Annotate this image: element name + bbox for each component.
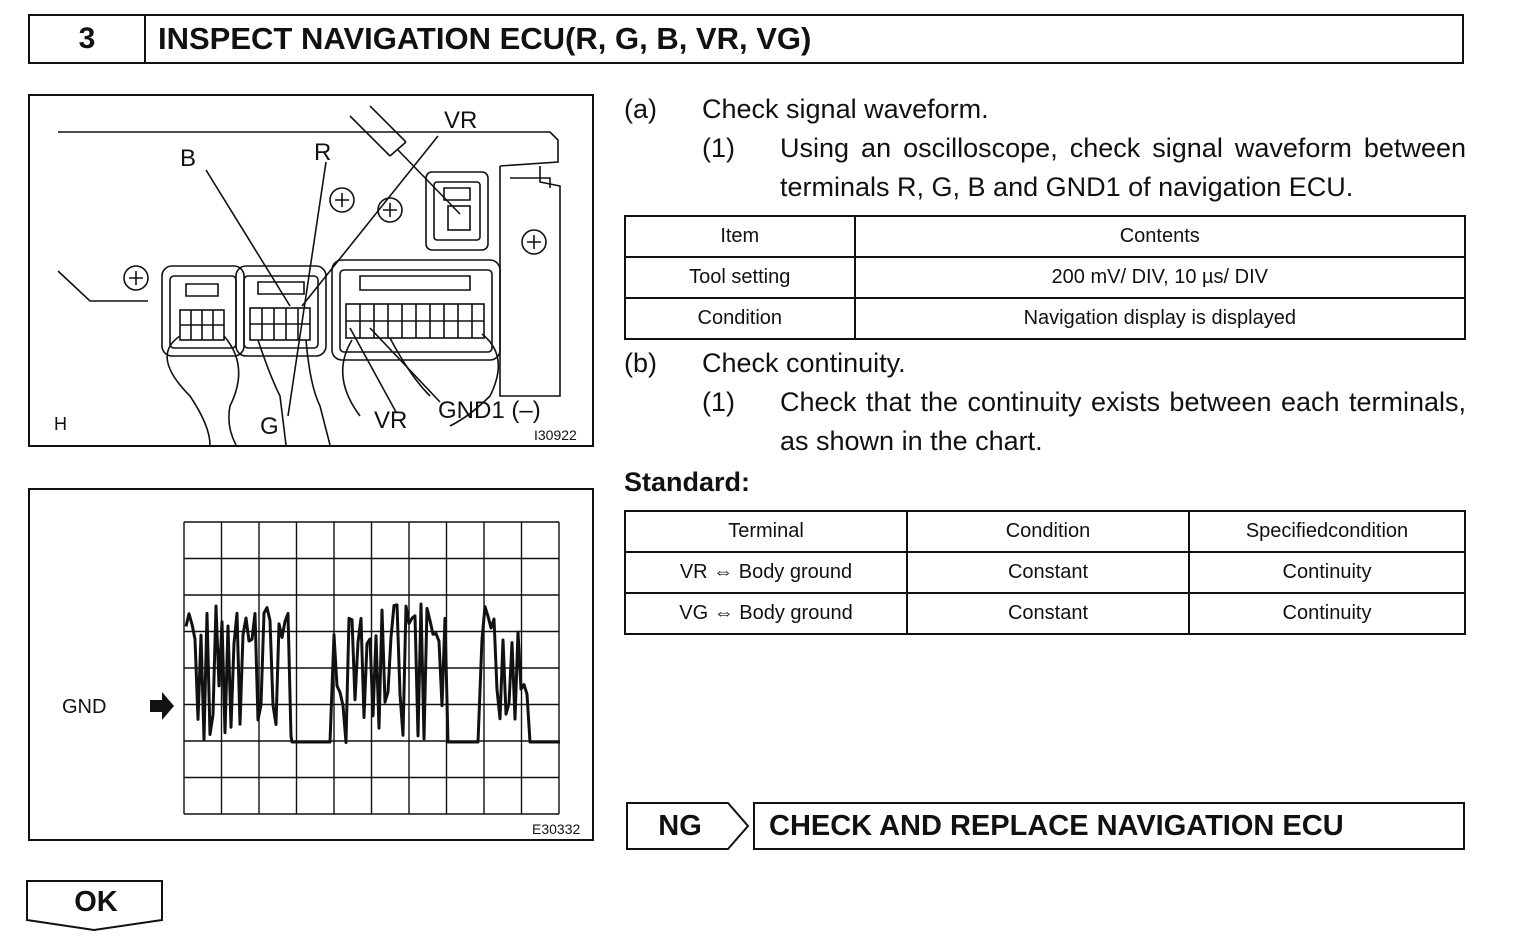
- step-b-marker: (b): [624, 348, 657, 378]
- procedure-text: [624, 90, 1466, 635]
- tool-setting-table: [624, 215, 1466, 340]
- table-header-cell: Item: [625, 216, 855, 257]
- table-row: [625, 257, 1465, 298]
- label-vr-bottom: VR: [374, 407, 408, 434]
- ok-label: OK: [74, 886, 118, 918]
- table-cell: Constant: [907, 552, 1189, 593]
- label-r: R: [314, 139, 332, 166]
- connector-drawing: [30, 96, 592, 445]
- step-title: INSPECT NAVIGATION ECU(R, G, B, VR, VG): [158, 21, 812, 56]
- label-b: B: [180, 145, 197, 172]
- step-b-text: Check continuity.: [702, 348, 906, 378]
- table-cell: Continuity: [1189, 593, 1465, 634]
- table-cell: Constant: [907, 593, 1189, 634]
- table-row: [625, 593, 1465, 634]
- waveform-drawing: [30, 490, 592, 839]
- waveform-figure: [28, 488, 594, 841]
- continuity-table: [624, 510, 1466, 635]
- table-header-cell: Specifiedcondition: [1189, 511, 1465, 552]
- label-h: H: [54, 414, 67, 434]
- label-g: G: [260, 413, 279, 440]
- step-a: [624, 90, 1466, 129]
- ng-action-box: CHECK AND REPLACE NAVIGATION ECU: [753, 802, 1465, 850]
- step-header: [28, 14, 1464, 64]
- table-header-cell: Contents: [855, 216, 1465, 257]
- gnd-arrow-icon: [150, 692, 174, 720]
- figure1-code: I30922: [534, 427, 577, 443]
- table-header-cell: Terminal: [625, 511, 907, 552]
- step-a1-marker: (1): [702, 133, 735, 163]
- ok-result-tag: [26, 880, 166, 932]
- step-b1-marker: (1): [702, 387, 735, 417]
- table-cell: 200 mV/ DIV, 10 µs/ DIV: [855, 257, 1465, 298]
- signal-waveform: [186, 604, 560, 743]
- step-b1-text: Check that the continuity exists between each terminals, as shown in the chart.: [780, 387, 1466, 456]
- table-cell: Continuity: [1189, 552, 1465, 593]
- table-cell: Condition: [625, 298, 855, 339]
- step-a1: [624, 129, 1466, 207]
- ng-result-tag: [626, 802, 750, 850]
- label-gnd1: GND1 (–): [438, 397, 541, 424]
- table-row: [625, 298, 1465, 339]
- label-vr-top: VR: [444, 107, 478, 134]
- ng-label: NG: [658, 809, 702, 842]
- table-cell: VG ⇔ Body ground: [625, 593, 907, 634]
- table-cell: Navigation display is displayed: [855, 298, 1465, 339]
- step-b: [624, 344, 1466, 383]
- table-row: [625, 552, 1465, 593]
- step-a1-text: Using an oscilloscope, check signal waveform between terminals R, G, B and GND1 of navigation ECU.: [780, 133, 1466, 202]
- table-cell: Tool setting: [625, 257, 855, 298]
- step-number: 3: [30, 16, 146, 62]
- table-header-row: [625, 511, 1465, 552]
- step-a-marker: (a): [624, 94, 657, 124]
- figure2-code: E30332: [532, 821, 581, 837]
- standard-label: Standard:: [624, 467, 751, 497]
- table-header-cell: Condition: [907, 511, 1189, 552]
- step-b1: [624, 383, 1466, 461]
- table-cell: VR ⇔ Body ground: [625, 552, 907, 593]
- gnd-label: GND: [62, 696, 107, 718]
- step-a-text: Check signal waveform.: [702, 94, 989, 124]
- table-header-row: [625, 216, 1465, 257]
- connector-illustration: [28, 94, 594, 447]
